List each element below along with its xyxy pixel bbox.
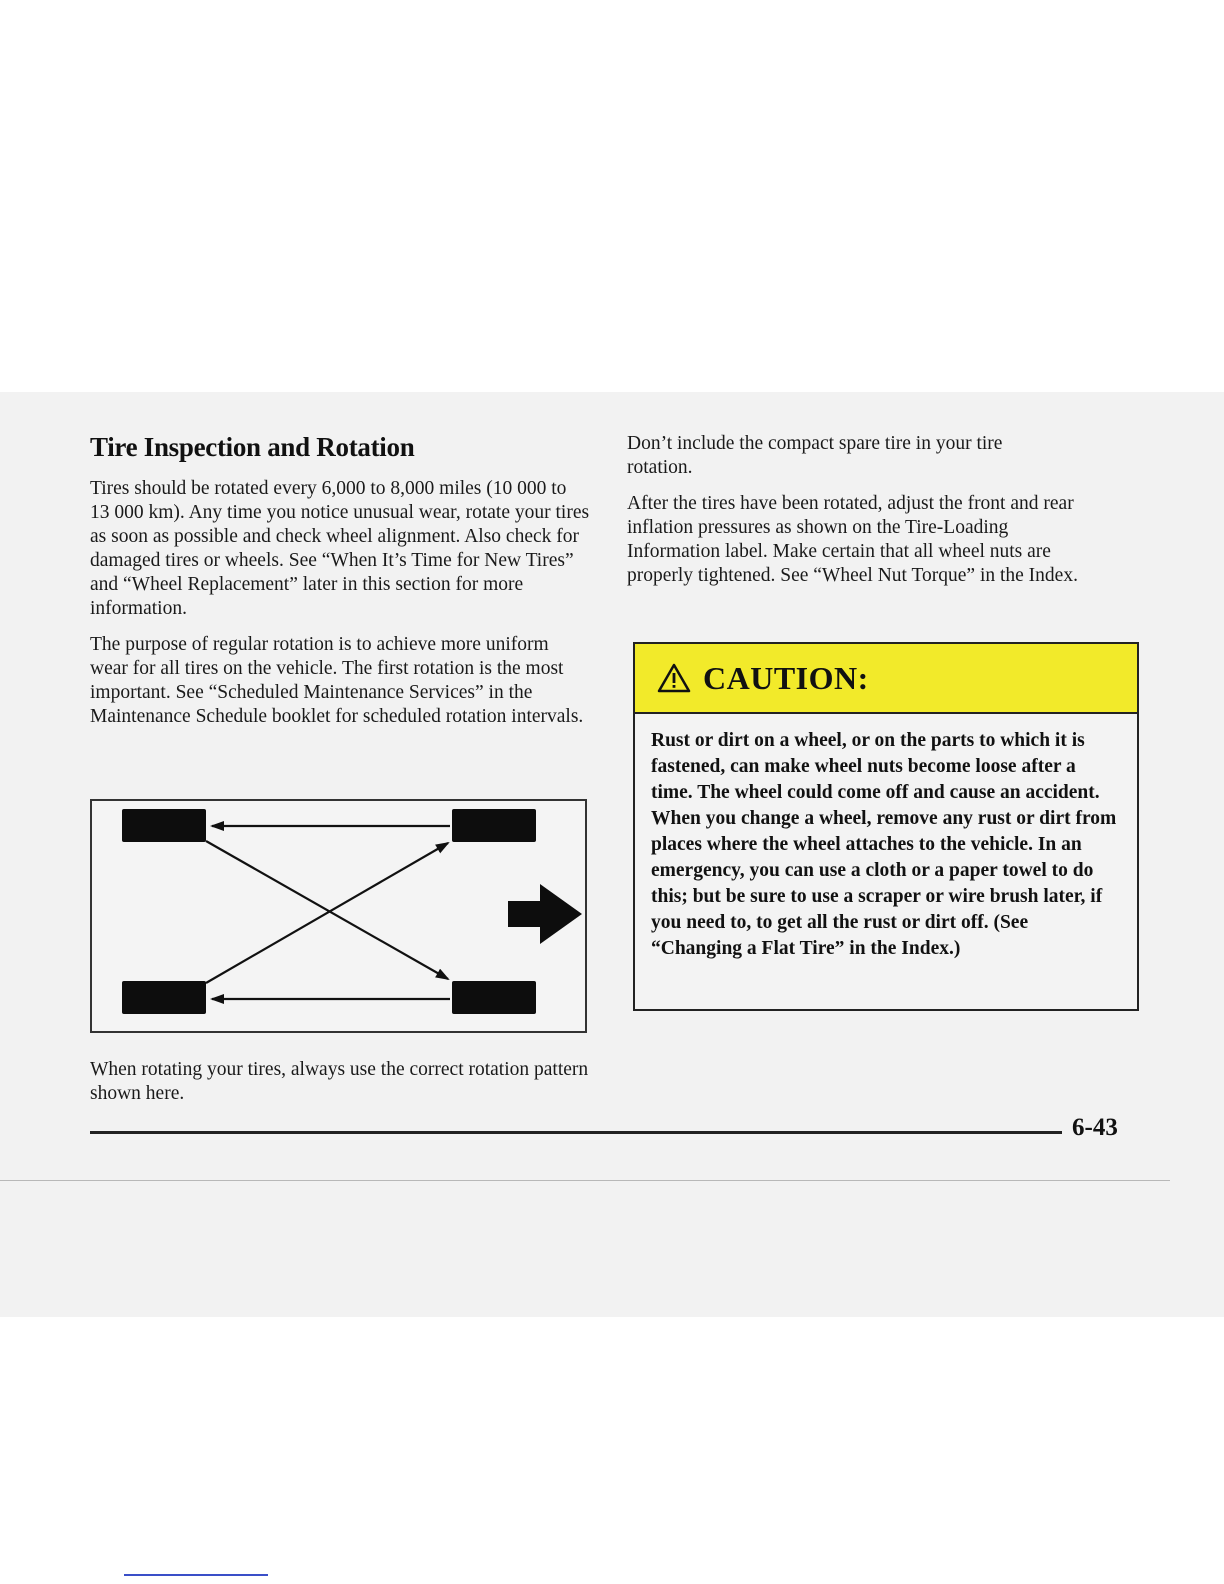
warning-triangle-icon xyxy=(657,663,691,693)
rotation-interval-paragraph: Tires should be rotated every 6,000 to 8,000 miles (10 000 to 13 000 km). Any time you notice unusual wear, rotate your tires as soon as possible and check wheel alignment. Also check for damaged tires or wheels. See “When It’s Time for New Tires” and “Wheel Replacement” later in this section for more information. xyxy=(90,478,590,619)
compact-spare-note: Don’t include the compact spare tire in your tire rotation. xyxy=(627,433,1003,478)
rotation-purpose-paragraph: The purpose of regular rotation is to achieve more uniform wear for all tires on the vehicle. The first rotation is the most important. See “Scheduled Maintenance Services” in the Maintenance Schedule booklet for scheduled rotation intervals. xyxy=(90,634,584,727)
diagram-caption-text: When rotating your tires, always use the correct rotation pattern shown here. xyxy=(90,1059,589,1104)
front-left-tire-icon xyxy=(122,809,206,842)
caution-title: CAUTION: xyxy=(703,659,869,696)
scan-edge-line xyxy=(0,1180,1170,1181)
rear-left-tire-icon xyxy=(122,981,206,1014)
rear-right-tire-icon xyxy=(452,981,536,1014)
tire-rotation-diagram xyxy=(90,799,587,1033)
footer-rule xyxy=(90,1131,1062,1134)
cross-arrow-to-rear-right-icon xyxy=(206,841,448,979)
caution-box xyxy=(633,642,1139,1011)
caution-header xyxy=(635,644,1137,714)
section-title: Tire Inspection and Rotation xyxy=(90,432,415,462)
front-right-tire-icon xyxy=(452,809,536,842)
page-number: 6-43 xyxy=(1072,1114,1118,1141)
caution-body-text: Rust or dirt on a wheel, or on the parts to which it is fastened, can make wheel nuts become loose after a time. The wheel could come off and cause an accident. When you change a wheel, remove any rust or dirt from places where the wheel attaches to the vehicle. In an emergency, you can use a cloth or a paper towel to do this; but be sure to use a scraper or wire brush later, if you need to, to get all the rust or dirt off. (See “Changing a Flat Tire” in the Index.) xyxy=(651,730,1117,959)
cross-arrow-to-front-right-icon xyxy=(206,843,448,983)
rotation-pattern-graphic xyxy=(92,801,585,1031)
left-column xyxy=(90,432,590,741)
diagram-caption xyxy=(90,1058,600,1106)
bottom-link-underline xyxy=(124,1574,268,1576)
direction-arrow-icon xyxy=(508,884,582,944)
right-column xyxy=(627,432,1127,600)
inflation-pressure-paragraph: After the tires have been rotated, adjust the front and rear inflation pressures as shown on the Tire-Loading Information label. Make certain that all wheel nuts are properly tightened. See “Wheel Nut Torque” in the Index. xyxy=(627,493,1078,586)
